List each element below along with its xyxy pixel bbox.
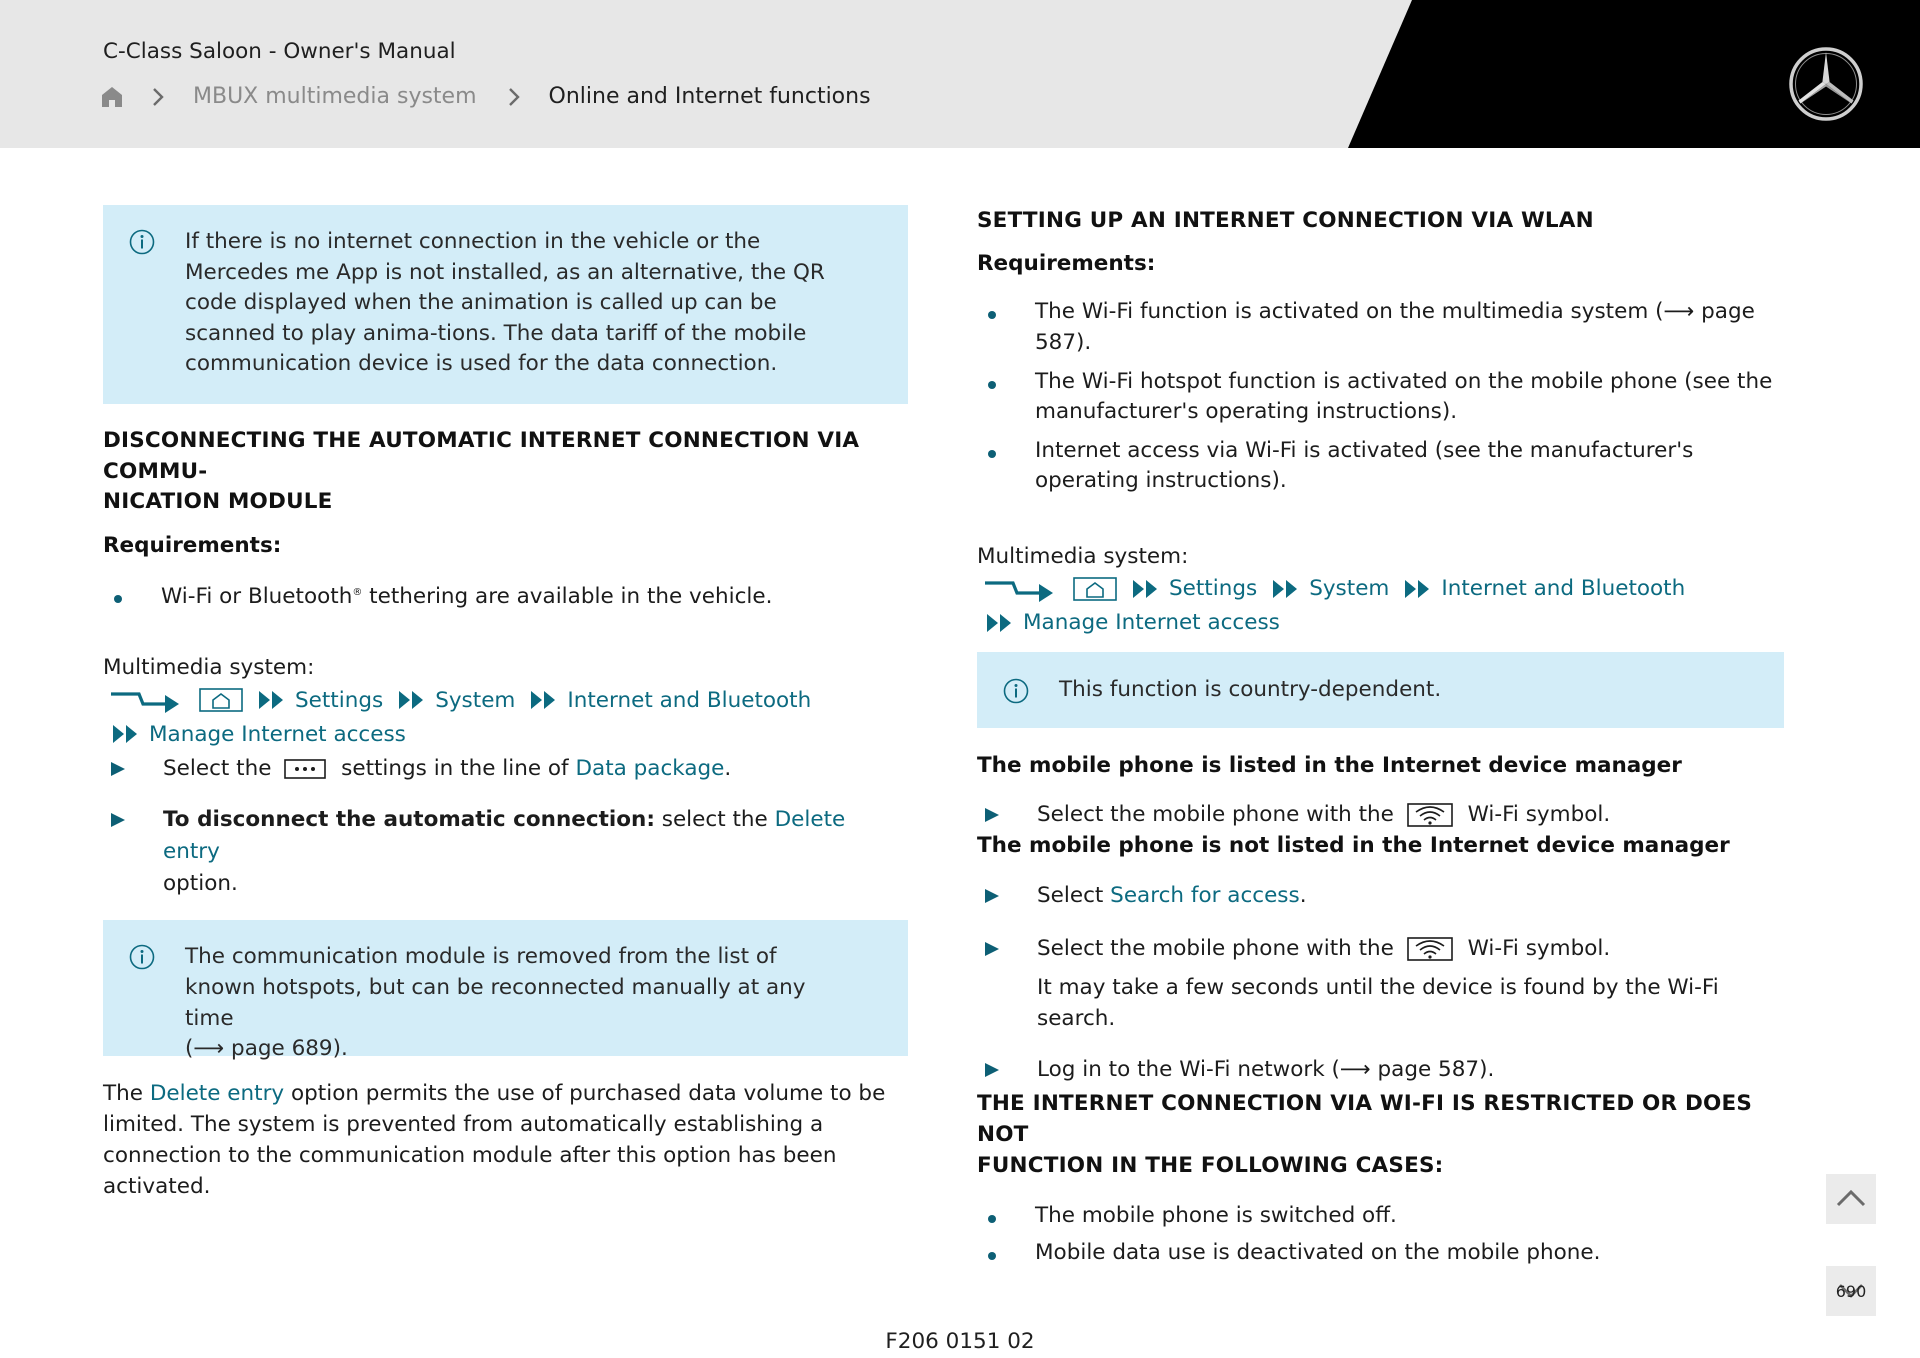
- list-item: Mobile data use is deactivated on the mobile phone.: [977, 1238, 1784, 1269]
- paragraph: [103, 1078, 908, 1202]
- double-chevron-icon: [1403, 578, 1433, 600]
- menu-path: [103, 683, 908, 751]
- step-text: .: [1299, 882, 1307, 908]
- page-number-button[interactable]: [1826, 1266, 1876, 1316]
- scroll-up-button[interactable]: [1826, 1174, 1876, 1224]
- requirements-label: Requirements:: [977, 251, 1156, 277]
- menu-item-manage-internet-access[interactable]: Manage Internet access: [149, 721, 406, 747]
- double-chevron-icon: [1271, 578, 1301, 600]
- list-item-text: Wi-Fi or Bluetooth: [161, 583, 353, 609]
- section-heading-cont: FUNCTION IN THE FOLLOWING CASES:: [977, 1152, 1444, 1178]
- menu-item-settings[interactable]: Settings: [1169, 576, 1258, 602]
- double-chevron-icon: [111, 723, 141, 745]
- manual-title: C-Class Saloon - Owner's Manual: [103, 39, 456, 64]
- list-item: Internet access via Wi-Fi is activated (see the manufacturer's operating instructions).: [977, 436, 1784, 497]
- list-item: [103, 581, 908, 612]
- menu-item-internet-bluetooth[interactable]: Internet and Bluetooth: [1441, 576, 1686, 602]
- info-box-qr: [103, 205, 908, 404]
- list-item: The mobile phone is switched off.: [977, 1201, 1784, 1232]
- instruction-step: [103, 804, 908, 900]
- menu-item-system[interactable]: System: [435, 687, 516, 713]
- double-chevron-icon: [529, 689, 559, 711]
- enter-arrow-icon: [983, 576, 1063, 602]
- step-arrow-icon: [985, 889, 999, 903]
- info-icon: [129, 229, 155, 255]
- page-number: 690: [1835, 1282, 1867, 1301]
- section-heading-cont: NICATION MODULE: [103, 489, 333, 515]
- list-item: The Wi-Fi function is activated on the multimedia system (⟶ page 587).: [977, 297, 1784, 358]
- menu-item-system[interactable]: System: [1309, 576, 1390, 602]
- wifi-icon: [1407, 937, 1453, 961]
- chevron-right-icon: [151, 86, 165, 108]
- double-chevron-icon: [257, 689, 287, 711]
- step-text: Select the: [163, 756, 272, 782]
- paragraph-text: option permits the use of purchased data volume to be limited. The system is prevented from automatically establishing a connection to the communication module after this option has been activated.: [103, 1081, 886, 1200]
- requirements-list: [103, 581, 908, 612]
- header-black-panel: [0, 0, 1920, 148]
- breadcrumb: [101, 80, 871, 114]
- delete-entry-link[interactable]: Delete entry: [163, 807, 846, 865]
- step-text: Select the mobile phone with the: [1037, 802, 1394, 828]
- subheading: The mobile phone is not listed in the Internet device manager: [977, 833, 1730, 859]
- instruction-step: [977, 933, 1784, 1035]
- step-arrow-icon: [111, 762, 125, 776]
- menu-item-manage-internet-access[interactable]: Manage Internet access: [1023, 610, 1280, 636]
- info-icon: [129, 944, 155, 970]
- info-text: If there is no internet connection in the vehicle or the Mercedes me App is not installed, as an alternative, the QR code displayed when the animation is called up can be scanned to play anima-tions. The data tariff of the mobile communication device is used for the data connection.: [185, 229, 825, 377]
- step-text: Wi-Fi symbol.: [1467, 935, 1611, 961]
- left-column: [103, 205, 908, 1202]
- step-text: Select the mobile phone with the: [1037, 935, 1394, 961]
- info-box-country: [977, 652, 1784, 728]
- info-icon: [1003, 678, 1029, 704]
- menu-item-settings[interactable]: Settings: [295, 687, 384, 713]
- instruction-step: [977, 1054, 1784, 1085]
- step-text: .: [724, 756, 732, 782]
- wifi-icon: [1407, 803, 1453, 827]
- home-button-icon: [199, 688, 243, 712]
- step-bold-text: To disconnect the automatic connection:: [163, 807, 655, 833]
- enter-arrow-icon: [109, 687, 189, 713]
- multimedia-label: Multimedia system:: [977, 543, 1189, 569]
- home-button-icon: [1073, 577, 1117, 601]
- multimedia-label: Multimedia system:: [103, 655, 315, 681]
- more-options-key-icon: [284, 759, 326, 779]
- instruction-step: [977, 799, 1784, 830]
- chevron-up-icon: [1826, 1174, 1876, 1224]
- subheading: The mobile phone is listed in the Internet device manager: [977, 753, 1682, 779]
- cases-list: [977, 1201, 1784, 1268]
- section-heading: THE INTERNET CONNECTION VIA WI-FI IS RESTRICTED OR DOES NOT: [977, 1091, 1753, 1148]
- double-chevron-icon: [985, 612, 1015, 634]
- double-chevron-icon: [397, 689, 427, 711]
- step-arrow-icon: [985, 942, 999, 956]
- data-package-link[interactable]: Data package: [575, 756, 725, 782]
- list-item: The Wi-Fi hotspot function is activated on the mobile phone (see the manufacturer's operating instructions).: [977, 367, 1784, 428]
- step-arrow-icon: [985, 808, 999, 822]
- right-column: [977, 205, 1784, 1268]
- menu-path: [977, 572, 1784, 640]
- page-header: [0, 0, 1920, 148]
- step-arrow-icon: [985, 1063, 999, 1077]
- chevron-right-icon: [507, 86, 521, 108]
- info-page-ref: (⟶ page 689).: [185, 1036, 348, 1062]
- info-text: The communication module is removed from the list of known hotspots, but can be reconnected manually at any time: [185, 944, 806, 1031]
- mercedes-star-logo: [1788, 46, 1864, 122]
- menu-item-internet-bluetooth[interactable]: Internet and Bluetooth: [567, 687, 812, 713]
- step-text: Select: [1037, 882, 1111, 908]
- step-text: settings in the line of: [341, 756, 569, 782]
- requirements-label: Requirements:: [103, 532, 282, 558]
- search-for-access-link[interactable]: Search for access: [1110, 882, 1300, 908]
- delete-entry-link[interactable]: Delete entry: [149, 1081, 285, 1107]
- step-text: select the: [654, 807, 775, 833]
- breadcrumb-item-mbux[interactable]: MBUX multimedia system: [193, 84, 477, 110]
- step-text: Log in to the Wi-Fi network (⟶ page 587).: [1037, 1057, 1495, 1083]
- info-text: This function is country-dependent.: [1059, 677, 1442, 703]
- list-item-text: tethering are available in the vehicle.: [362, 583, 773, 609]
- step-arrow-icon: [111, 813, 125, 827]
- step-text: Wi-Fi symbol.: [1467, 802, 1611, 828]
- paragraph-text: The: [103, 1081, 150, 1107]
- info-box-communication-module: [103, 920, 908, 1062]
- double-chevron-icon: [1131, 578, 1161, 600]
- instruction-step: [977, 880, 1784, 911]
- breadcrumb-item-current: Online and Internet functions: [548, 84, 871, 110]
- step-note: It may take a few seconds until the device is found by the Wi-Fi search.: [1037, 974, 1719, 1032]
- home-icon[interactable]: [101, 85, 123, 109]
- registered-mark: ®: [352, 586, 363, 598]
- requirements-list: [977, 297, 1784, 497]
- instruction-step: [103, 753, 908, 784]
- document-code: F206 0151 02: [885, 1329, 1035, 1354]
- section-heading: SETTING UP AN INTERNET CONNECTION VIA WLAN: [977, 208, 1594, 233]
- step-text: option.: [163, 871, 238, 897]
- section-heading: DISCONNECTING THE AUTOMATIC INTERNET CONNECTION VIA COMMU-: [103, 428, 860, 484]
